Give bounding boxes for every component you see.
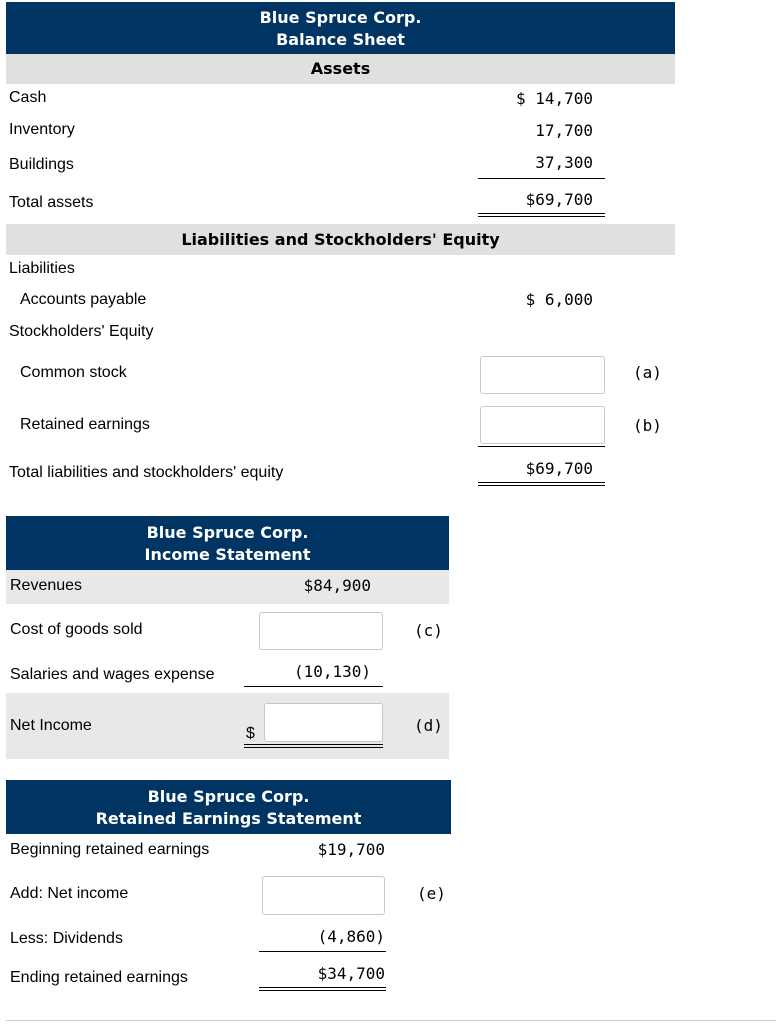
dividends-underline [259, 951, 386, 952]
income-statement-header [6, 516, 449, 570]
balance-sheet-title: Balance Sheet [276, 30, 405, 49]
accounts-payable-value: $ 6,000 [525, 290, 593, 309]
cash-label: Cash [9, 89, 47, 106]
total-assets-double-underline [478, 213, 605, 217]
accounts-payable-label: Accounts payable [20, 291, 147, 308]
buildings-underline [478, 178, 605, 179]
liabilities-equity-heading: Liabilities and Stockholders' Equity [6, 224, 675, 255]
ending-re-double-underline [259, 987, 386, 991]
inventory-label: Inventory [9, 121, 75, 138]
total-liabilities-equity-label: Total liabilities and stockholders' equity [9, 464, 284, 481]
ending-re-label: Ending retained earnings [10, 969, 188, 986]
total-assets-value: $69,700 [525, 190, 593, 209]
add-net-income-input[interactable] [262, 876, 385, 915]
ending-re-value: $34,700 [317, 964, 385, 983]
bottom-divider [6, 1020, 776, 1021]
cash-value: $ 14,700 [515, 89, 593, 108]
assets-heading: Assets [6, 54, 675, 84]
total-liabilities-double-underline [478, 482, 605, 486]
balance-sheet-header [6, 2, 675, 54]
balance-sheet-company: Blue Spruce Corp. [259, 8, 422, 27]
buildings-value: 37,300 [535, 153, 593, 172]
net-income-currency: $ [246, 725, 255, 742]
salaries-label: Salaries and wages expense [10, 666, 215, 683]
revenues-value: $84,900 [303, 576, 371, 595]
salaries-value: (10,130) [293, 662, 371, 681]
revenues-label: Revenues [10, 577, 83, 594]
cogs-input[interactable] [259, 612, 383, 650]
dividends-label: Less: Dividends [10, 930, 123, 947]
net-income-tag: (d) [414, 716, 443, 735]
common-stock-input[interactable] [480, 356, 605, 394]
retained-earnings-statement-header [6, 780, 451, 834]
common-stock-label: Common stock [20, 364, 127, 381]
income-statement-company: Blue Spruce Corp. [146, 523, 309, 542]
dividends-value: (4,860) [317, 927, 385, 946]
common-stock-tag: (a) [633, 363, 662, 382]
cogs-tag: (c) [414, 621, 443, 640]
beginning-re-label: Beginning retained earnings [10, 841, 210, 858]
net-income-double-underline [244, 744, 383, 748]
cogs-label: Cost of goods sold [10, 621, 143, 638]
add-net-income-tag: (e) [417, 884, 446, 903]
beginning-re-value: $19,700 [317, 840, 385, 859]
inventory-value: 17,700 [535, 121, 593, 140]
retained-earnings-underline [478, 446, 605, 447]
retained-statement-company: Blue Spruce Corp. [147, 787, 310, 806]
total-assets-label: Total assets [9, 194, 94, 211]
income-statement-title: Income Statement [144, 545, 311, 564]
stockholders-equity-label: Stockholders' Equity [9, 323, 154, 340]
salaries-underline [244, 686, 383, 687]
retained-earnings-tag: (b) [633, 416, 662, 435]
total-liabilities-equity-value: $69,700 [525, 459, 593, 478]
retained-earnings-input[interactable] [480, 406, 605, 444]
add-net-income-label: Add: Net income [10, 885, 129, 902]
net-income-label: Net Income [10, 717, 92, 734]
retained-earnings-label: Retained earnings [20, 416, 150, 433]
retained-statement-title: Retained Earnings Statement [95, 809, 362, 828]
liabilities-label: Liabilities [9, 260, 75, 277]
net-income-input[interactable] [264, 703, 383, 742]
buildings-label: Buildings [9, 156, 74, 173]
